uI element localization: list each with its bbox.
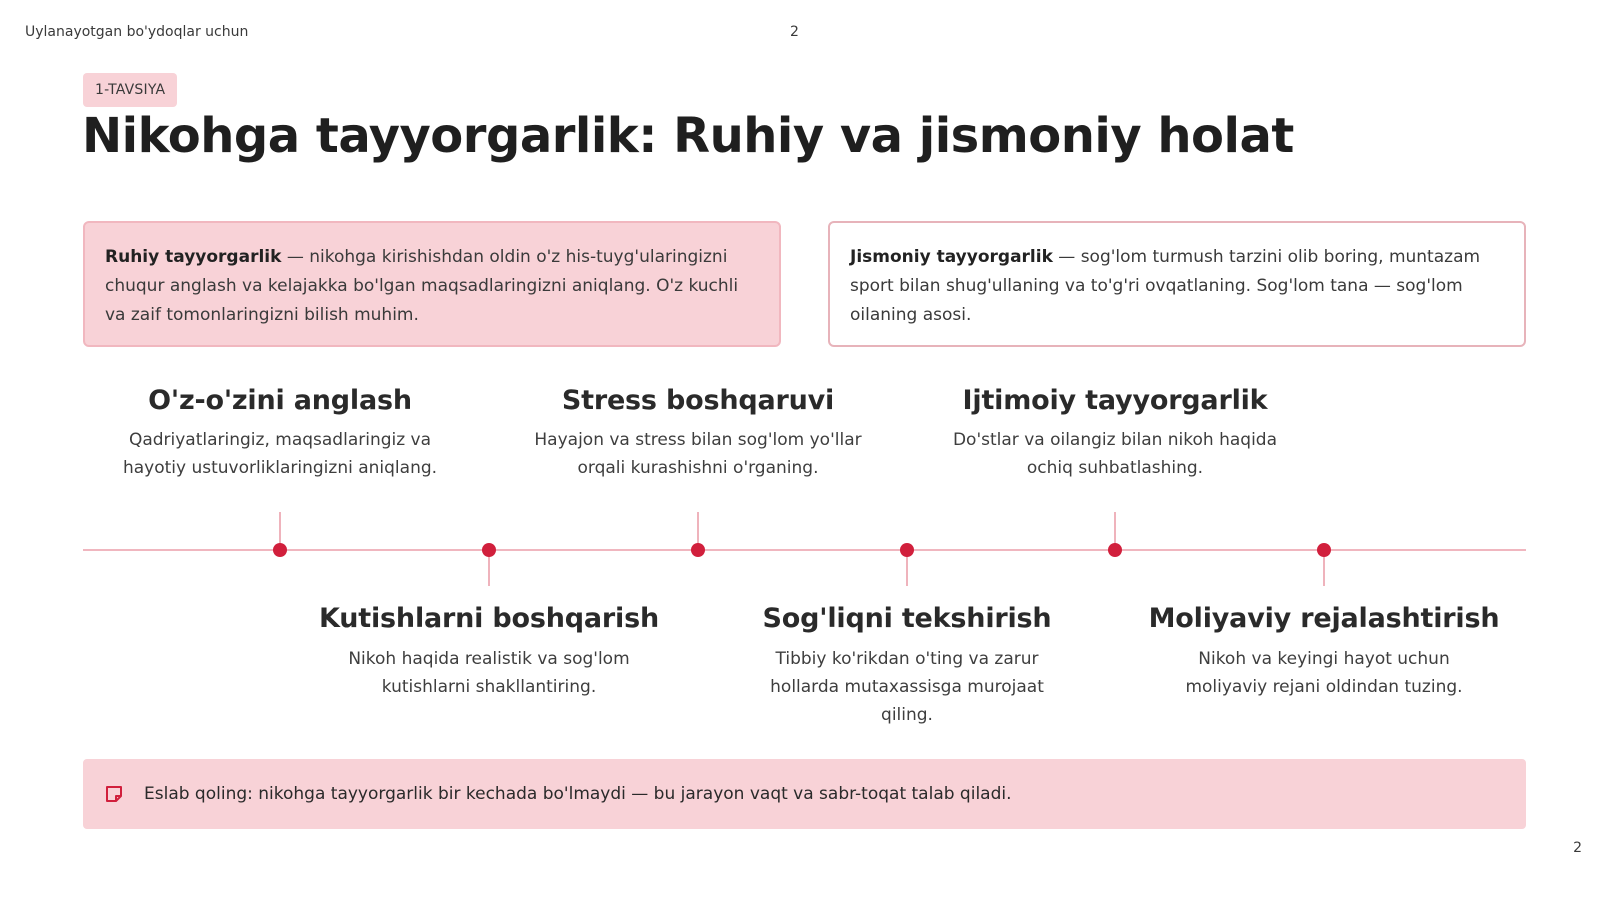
physical-readiness-heading: Jismoniy tayyorgarlik	[850, 247, 1053, 267]
timeline-node-health-check	[727, 603, 1087, 729]
timeline-node-text: Nikoh va keyingi hayot uchun moliyaviy rejani oldindan tuzing.	[1185, 649, 1463, 697]
timeline-node-self-awareness	[95, 385, 465, 482]
reminder-text: Eslab qoling: nikohga tayyorgarlik bir kechada bo'lmaydi — bu jarayon vaqt va sabr-toqat talab qiladi.	[144, 784, 1012, 804]
timeline-node-social-readiness	[930, 385, 1300, 482]
timeline-node-title: Kutishlarni boshqarish	[319, 603, 659, 634]
physical-readiness-text: — sog'lom turmush tarzini olib boring, muntazam sport bilan shug'ullaning va to'g'ri ovqatlaning. Sog'lom tana — sog'lom oilaning asosi.	[850, 247, 1481, 325]
mental-readiness-text: — nikohga kirishishdan oldin o'z his-tuyg'ularingizni chuqur anglash va kelajakka bo'lgan maqsadlaringizni aniqlang. O'z kuchli va zaif tomonlaringizni bilish muhim.	[105, 247, 739, 325]
header-page-number: 2	[790, 24, 799, 40]
timeline-dot	[900, 543, 914, 557]
timeline-node-stress-management	[513, 385, 883, 482]
document-header-title: Uylanayotgan bo'ydoqlar uchun	[25, 24, 249, 40]
mental-readiness-card	[83, 221, 781, 347]
note-icon	[105, 785, 123, 803]
timeline-dot	[1317, 543, 1331, 557]
timeline-node-text: Do'stlar va oilangiz bilan nikoh haqida ochiq suhbatlashing.	[952, 430, 1278, 478]
timeline-dot	[273, 543, 287, 557]
timeline-dot	[691, 543, 705, 557]
page-title: Nikohga tayyorgarlik: Ruhiy va jismoniy holat	[82, 108, 1294, 164]
timeline-node-expectations	[299, 603, 679, 701]
mental-readiness-heading: Ruhiy tayyorgarlik	[105, 247, 282, 267]
timeline-dot	[482, 543, 496, 557]
timeline-node-title: Ijtimoiy tayyorgarlik	[962, 385, 1268, 416]
timeline-node-title: Moliyaviy rejalashtirish	[1148, 603, 1500, 634]
timeline-node-text: Hayajon va stress bilan sog'lom yo'llar orqali kurashishni o'rganing.	[534, 430, 862, 478]
timeline-node-text: Tibbiy ko'rikdan o'ting va zarur hollarda mutaxassisga murojaat qiling.	[770, 649, 1044, 725]
timeline-node-title: O'z-o'zini anglash	[148, 385, 412, 416]
timeline-node-text: Qadriyatlaringiz, maqsadlaringiz va hayotiy ustuvorliklaringizni aniqlang.	[122, 430, 438, 478]
reminder-note	[83, 759, 1526, 829]
recommendation-badge: 1-TAVSIYA	[83, 73, 177, 107]
timeline-node-title: Stress boshqaruvi	[561, 385, 835, 416]
physical-readiness-card	[828, 221, 1526, 347]
timeline-node-text: Nikoh haqida realistik va sog'lom kutishlarni shakllantiring.	[348, 649, 630, 697]
timeline-node-title: Sog'liqni tekshirish	[762, 603, 1052, 634]
timeline-axis	[83, 549, 1526, 551]
timeline-dot	[1108, 543, 1122, 557]
footer-page-number: 2	[1573, 840, 1582, 856]
timeline-node-financial-planning	[1134, 603, 1514, 701]
